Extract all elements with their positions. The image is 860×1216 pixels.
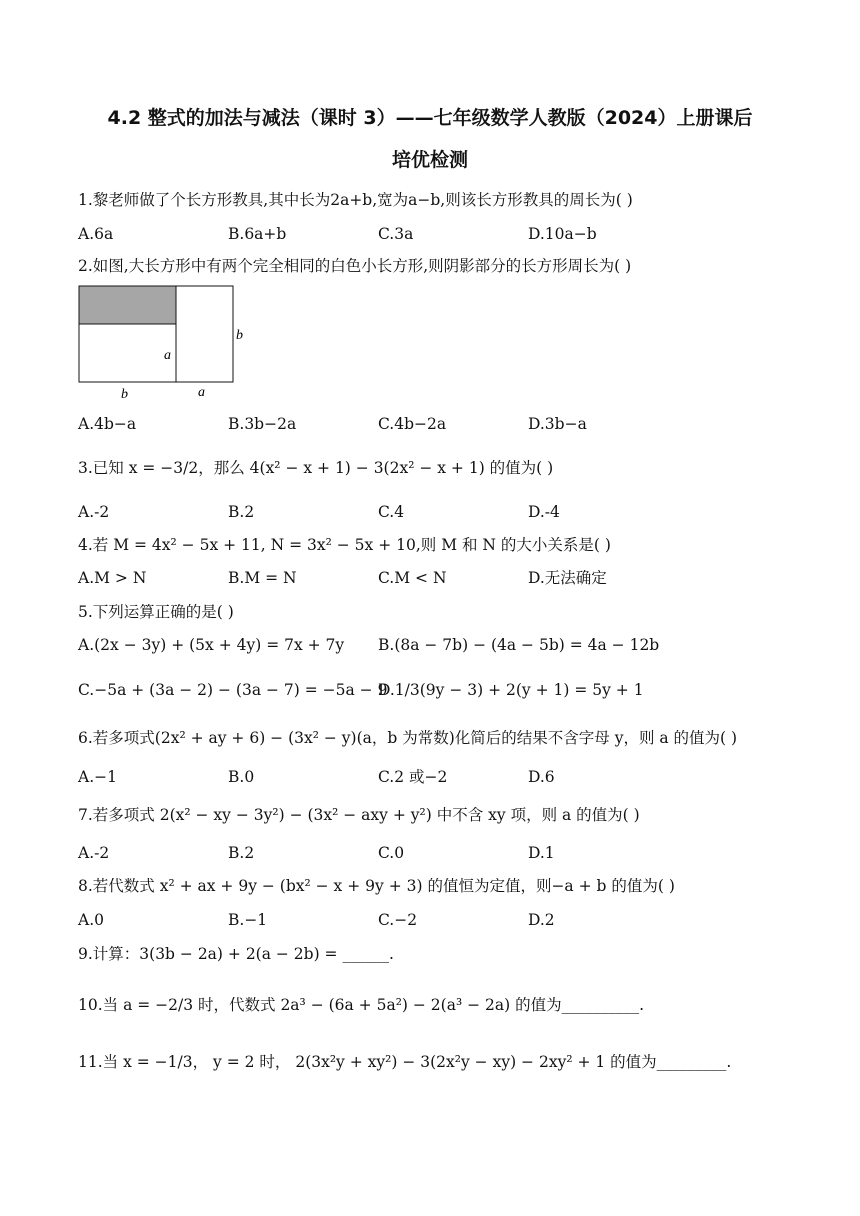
page-title: 4.2 整式的加法与减法（课时 3）——七年级数学人教版（2024）上册课后 [107, 107, 753, 129]
question-2-option-c: C.4b−2a [378, 415, 447, 433]
question-8-option-d: D.2 [528, 911, 555, 929]
white-rectangle-bottom [79, 324, 176, 382]
question-2-option-a: A.4b−a [78, 415, 137, 433]
question-3-option-a: A.-2 [78, 503, 110, 521]
question-7-option-c: C.0 [378, 844, 405, 862]
question-4-option-a: A.M > N [78, 569, 147, 587]
question-3-option-c: C.4 [378, 503, 405, 521]
question-7-option-a: A.-2 [78, 844, 110, 862]
question-8-stem: 8.若代数式 x² + ax + 9y − (bx² − x + 9y + 3) 的值恒为定值，则−a + b 的值为( ) [78, 877, 675, 895]
question-7-option-d: D.1 [528, 844, 555, 862]
page-title-continued: 培优检测 [391, 149, 468, 171]
label-a-inner: a [164, 348, 171, 363]
question-5-option-c: C.−5a + (3a − 2) − (3a − 7) = −5a − 9 [78, 681, 388, 699]
question-4-option-d: D.无法确定 [528, 569, 607, 587]
question-6-option-b: B.0 [228, 768, 255, 786]
question-8-option-b: B.−1 [228, 911, 268, 929]
question-4-stem: 4.若 M = 4x² − 5x + 11, N = 3x² − 5x + 10,则 M 和 N 的大小关系是( ) [78, 536, 611, 554]
question-8-option-a: A.0 [78, 911, 104, 929]
question-4-option-b: B.M = N [228, 569, 297, 587]
question-2-option-b: B.3b−2a [228, 415, 297, 433]
white-rectangle-right [176, 286, 233, 382]
question-6-stem: 6.若多项式(2x² + ay + 6) − (3x² − y)(a，b 为常数)化简后的结果不含字母 y，则 a 的值为( ) [78, 729, 738, 747]
question-6-option-c: C.2 或−2 [378, 768, 448, 786]
question-4-option-c: C.M < N [378, 569, 447, 587]
label-b-right: b [236, 328, 243, 343]
question-7-option-b: B.2 [228, 844, 255, 862]
question-6-option-d: D.6 [528, 768, 555, 786]
label-b-bottom: b [121, 387, 128, 402]
question-10-stem: 10.当 a = −2/3 时，代数式 2a³ − (6a + 5a²) − 2(a³ − 2a) 的值为__________. [78, 996, 645, 1014]
question-1-stem: 1.黎老师做了个长方形教具,其中长为2a+b,宽为a−b,则该长方形教具的周长为( ) [78, 191, 633, 209]
question-5-option-a: A.(2x − 3y) + (5x + 4y) = 7x + 7y [78, 636, 345, 654]
question-3-option-d: D.-4 [528, 503, 560, 521]
question-1-option-b: B.6a+b [228, 225, 287, 243]
question-1-option-a: A.6a [78, 225, 114, 243]
question-3-stem: 3.已知 x = −3/2，那么 4(x² − x + 1) − 3(2x² − x + 1) 的值为( ) [78, 459, 554, 477]
question-11-stem: 11.当 x = −1/3， y = 2 时， 2(3x²y + xy²) − 3(2x²y − xy) − 2xy² + 1 的值为_________. [78, 1053, 732, 1071]
question-5-option-b: B.(8a − 7b) − (4a − 5b) = 4a − 12b [378, 636, 660, 654]
question-7-stem: 7.若多项式 2(x² − xy − 3y²) − (3x² − axy + y²) 中不含 xy 项，则 a 的值为( ) [78, 806, 640, 824]
question-5-stem: 5.下列运算正确的是( ) [78, 603, 234, 621]
label-a-bottom: a [198, 385, 205, 400]
question-5-option-d: D.1/3(9y − 3) + 2(y + 1) = 5y + 1 [378, 681, 644, 699]
question-6-option-a: A.−1 [78, 768, 117, 786]
shaded-rectangle [79, 286, 176, 324]
question-3-option-b: B.2 [228, 503, 255, 521]
question-1-option-d: D.10a−b [528, 225, 597, 243]
question-8-option-c: C.−2 [378, 911, 418, 929]
question-9-stem: 9.计算：3(3b − 2a) + 2(a − 2b) = ______. [78, 945, 394, 963]
question-2-option-d: D.3b−a [528, 415, 587, 433]
question-1-option-c: C.3a [378, 225, 414, 243]
question-2-stem: 2.如图,大长方形中有两个完全相同的白色小长方形,则阴影部分的长方形周长为( ) [78, 257, 632, 275]
rectangle-figure [78, 283, 268, 403]
